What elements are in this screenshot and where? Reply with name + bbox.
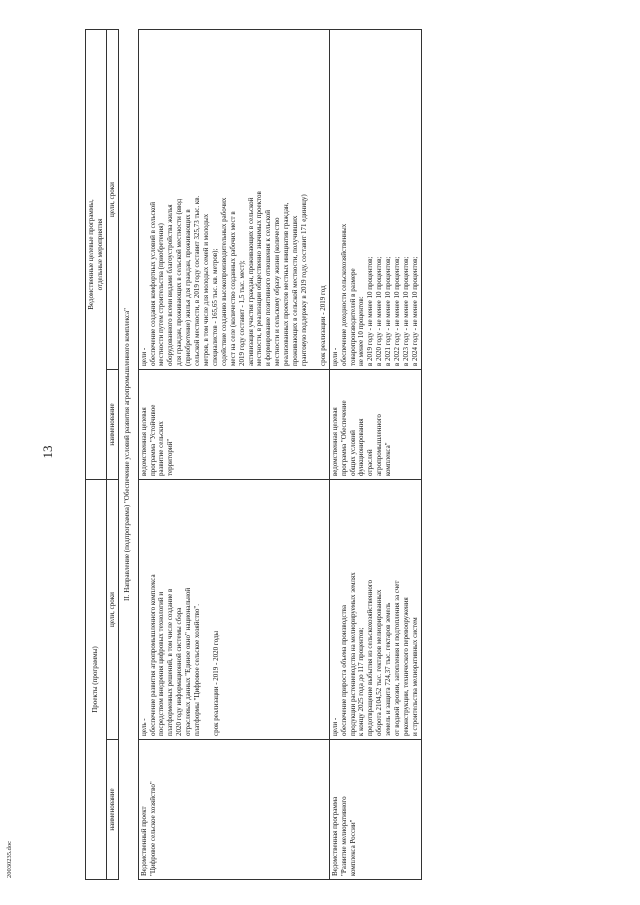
- header-goals-2: цели, сроки: [106, 30, 118, 370]
- project-name-cell: Ведомственный проект "Цифровое сельское хозяйство": [138, 740, 329, 880]
- programs-table: [85, 29, 422, 880]
- header-goals-1: цели, сроки: [106, 480, 118, 740]
- page-number: 13: [40, 445, 55, 459]
- header-name-1: наименование: [106, 740, 118, 880]
- project-name-cell: Ведомственная программа "Развитие мелиоративного комплекса России": [329, 740, 421, 880]
- program-goals-cell: цели - обеспечение создания комфортных условий в сельской местности путем строительства (приобретения) оборудованного всеми видами благоустройства жилья для граждан, проживающих в сельской местности (ввод (приобретение) жилья для граждан, проживающих в сельской местности, в 2019 году составит 325,73 тыс. кв. метров, в том числе для молодых семей и молодых специалистов - 165,65 тыс. кв. метров); содействие созданию высокопроизводительных рабочих мест на селе (количество созданных рабочих мест в 2019 году составит - 1,5 тыс. мест); активизация участия граждан, проживающих в сельской местности, в реализации общественно значимых проектов и формирование позитивного отношения к сельской местности и сельскому образу жизни (количество реализованных проектов местных инициатив граждан, проживающих в сельской местности, получивших грантовую поддержку в 2019 году, составит 171 единицу) срок реализации - 2019 год: [138, 30, 329, 370]
- rotated-table-frame: [85, 30, 585, 880]
- programs-group-header: Ведомственные целевые программы, отдельные мероприятия: [86, 30, 107, 480]
- document-reference: 20030235.doc: [6, 840, 13, 878]
- table-row: [138, 30, 329, 880]
- header-name-2: наименование: [106, 370, 118, 480]
- program-term: срок реализации - 2019 год: [318, 285, 327, 366]
- project-goals-cell: цель - обеспечение развития агропромышленного комплекса посредством внедрения цифровых технологий и платформенных решений, в том числе создание в 2020 году информационной системы сбора отраслевых данных "Единое окно" национальной платформы "Цифровое сельское хозяйство". срок реализации - 2019 - 2020 годы: [138, 480, 329, 740]
- projects-group-header: Проекты (программы): [86, 480, 107, 880]
- program-name-cell: ведомственная целевая программа "Устойчивое развитие сельских территорий": [138, 370, 329, 480]
- section-title: II. Направление (подпрограмма) "Обеспечение условий развития агропромышленного комплекса": [118, 30, 138, 880]
- section-title-row: [118, 30, 138, 880]
- program-name-cell: ведомственная целевая программа "Обеспечение общих условий функционирования отраслей агропромышленного комплекса": [329, 370, 421, 480]
- project-goals-cell: цели - обеспечение прироста объема производства продукции растениеводства на мелиорируемых землях к концу 2025 года до 117 процентов; предотвращение выбытия из сельскохозяйственного оборота 2104,52 тыс. гектаров мелиорированных земель и защита 724,37 тыс. гектаров земель от водной эрозии, затопления и подтопления за счет реконструкции, технического перевооружения и строительства мелиоративных систем: [329, 480, 421, 740]
- project-term: срок реализации - 2019 - 2020 годы: [211, 630, 220, 736]
- program-goals-cell: цели - обеспечение доходности сельскохозяйственных товаропроизводителей в размере не менее 10 процентов: в 2019 году - не менее 10 процентов; в 2020 году - не менее 10 процентов; в 2021 году - не менее 10 процентов; в 2022 году - не менее 10 процентов; в 2023 году - не менее 10 процентов; в 2024 году - не менее 10 процентов;: [329, 30, 421, 370]
- table-row: [329, 30, 421, 880]
- sub-header-row: [106, 30, 118, 880]
- group-header-row: [86, 30, 107, 880]
